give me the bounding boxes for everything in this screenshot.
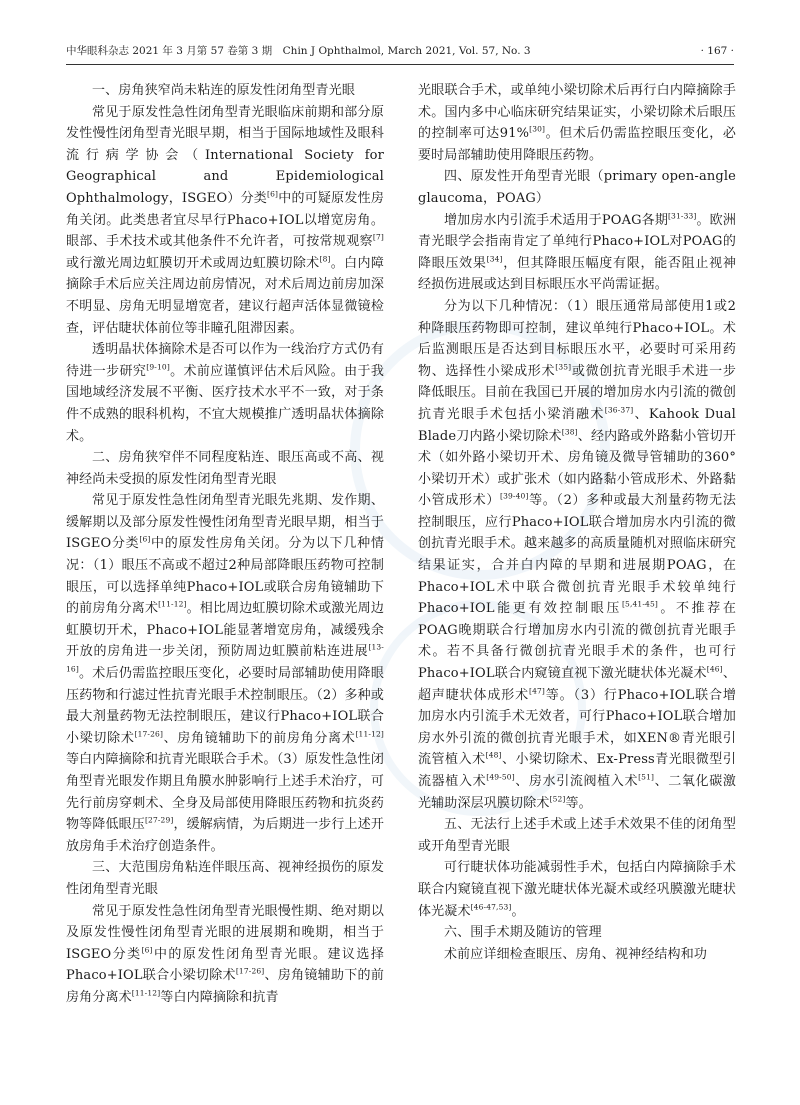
citation-ref: [46] (706, 664, 723, 674)
citation-ref: [8] (319, 254, 331, 264)
citation-ref: [27-29] (144, 815, 174, 825)
citation-ref: [17-26] (134, 729, 164, 739)
citation-ref: [39-40] (500, 491, 529, 501)
paragraph: 可行睫状体功能减弱性手术，包括白内障摘除手术联合内窥镜直视下激光睫状体光凝术或经巩膜激光睫状体光凝术[46-47,53]。 (418, 860, 736, 919)
citation-ref: [5,41-45] (621, 599, 658, 609)
paragraph: 常见于原发性急性闭角型青光眼临床前期和部分原发性慢性闭角型青光眼早期，相当于国际地域性及眼科流行病学协会（International Society for Geographical and Epidemiological Ophthalmology，ISGEO）分类[6]中的可疑原发性房角关闭。此类患者宜尽早行Phaco+IOL以增宽房角。眼部、手术技术或其他条件不允许者，可按常规观察[7]或行激光周边虹膜切开术或周边虹膜切除术[8]。白内障摘除手术后应关注周边前房情况，对术后周边前房加深不明显、房角无明显增宽者，建议行超声活体显微镜检查，评估睫状体前位等非瞳孔阻滞因素。 (66, 104, 384, 336)
section-heading-2: 二、房角狭窄伴不同程度粘连、眼压高或不高、视神经尚未受损的原发性闭角型青光眼 (66, 450, 384, 487)
running-header (66, 38, 734, 65)
paragraph: 常见于原发性急性闭角型青光眼慢性期、绝对期以及原发性慢性闭角型青光眼的进展期和晚期，相当于ISGEO分类[6]中的原发性闭角型青光眼。建议选择Phaco+IOL联合小梁切除术[17-26]、房角镜辅助下的前房角分离术[11-12]等白内障摘除和抗青 (66, 903, 385, 1005)
citation-ref: [52] (549, 794, 566, 804)
citation-ref: [47] (529, 686, 545, 696)
journal-citation: 中华眼科杂志 2021 年 3 月第 57 卷第 3 期 Chin J Ophthalmol, March 2021, Vol. 57, No. 3 (66, 45, 531, 57)
citation-ref: [35] (555, 362, 572, 372)
left-column (66, 80, 384, 1009)
citation-ref: [48] (485, 751, 502, 761)
citation-ref: [11-12] (158, 599, 187, 609)
citation-ref: [51] (638, 772, 655, 782)
section-heading-3: 三、大范围房角粘连伴眼压高、视神经损伤的原发性闭角型青光眼 (66, 860, 384, 897)
paragraph: 术前应详细检查眼压、房角、视神经结构和功 (444, 946, 708, 962)
section-heading-5: 五、无法行上述手术或上述手术效果不佳的闭角型或开角型青光眼 (418, 817, 736, 854)
citation-ref: [30] (529, 124, 546, 134)
citation-ref: [38] (561, 427, 578, 437)
section-heading-4: 四、原发性开角型青光眼（primary open-angle glaucoma，POAG） (418, 169, 736, 206)
citation-ref: [31-33] (667, 211, 697, 221)
citation-ref: [46-47,53] (470, 902, 512, 912)
paragraph: 分为以下几种情况：（1）眼压通常局部使用1或2种降眼压药物即可控制，建议单纯行Phaco+IOL。术后监测眼压是否达到目标眼压水平，必要时可采用药物、选择性小梁成形术[35]或微创抗青光眼手术进一步降低眼压。目前在我国已开展的增加房水内引流的微创抗青光眼手术包括小梁消融术[36-37]、Kahook Dual Blade刀内路小梁切除术[38]、经内路或外路黏小管切开术（如外路小梁切开术、房角镜及微导管辅助的360°小梁切开术）或扩张术（如内路黏小管成形术、外路黏小管成形术）[39-40]等。（2）多种或最大剂量药物无法控制眼压，应行Phaco+IOL联合增加房水内引流的微创抗青光眼手术。越来越多的高质量随机对照临床研究结果证实，合并白内障的早期和进展期POAG，在Phaco+IOL术中联合微创抗青光眼手术较单纯行Phaco+IOL能更有效控制眼压[5,41-45]。不推荐在POAG晚期联合行增加房水内引流的微创抗青光眼手术。若不具备行微创抗青光眼手术的条件，也可行Phaco+IOL联合内窥镜直视下激光睫状体光凝术[46]、超声睫状体成形术[47]等。（3）行Phaco+IOL联合增加房水内引流手术无效者，可行Phaco+IOL联合增加房水外引流的微创抗青光眼手术，如XEN®青光眼引流管植入术[48]、小梁切除术、Ex-Press青光眼微型引流器植入术[49-50]、房水引流阀植入术[51]、二氧化碳激光辅助深层巩膜切除术[52]等。 (418, 298, 737, 811)
citation-ref: [6] (139, 535, 151, 545)
section-heading-6: 六、围手术期及随访的管理 (444, 925, 602, 941)
paragraph-continued: 光眼联合手术，或单纯小梁切除术后再行白内障摘除手术。国内多中心临床研究结果证实，小梁切除术后眼压的控制率可达91%[30]。但术后仍需监控眼压变化，必要时局部辅助使用降眼压药物。 (418, 83, 736, 163)
citation-ref: [9-10] (146, 362, 170, 372)
citation-ref: [11-12] (355, 729, 384, 739)
paragraph: 常见于原发性急性闭角型青光眼先兆期、发作期、缓解期以及部分原发性慢性闭角型青光眼早期，相当于ISGEO分类[6]中的原发性房角关闭。分为以下几种情况：（1）眼压不高或不超过2种局部降眼压药物可控制眼压，可以选择单纯Phaco+IOL或联合房角镜辅助下的前房角分离术[11-12]。相比周边虹膜切除术或激光周边虹膜切开术，Phaco+IOL能显著增宽房角，减缓残余开放的房角进一步关闭，预防周边虹膜前粘连进展[13-16]。术后仍需监控眼压变化，必要时局部辅助使用降眼压药物和行滤过性抗青光眼手术控制眼压。（2）多种或最大剂量药物无法控制眼压，建议行Phaco+IOL联合小梁切除术[17-26]、房角镜辅助下的前房角分离术[11-12]等白内障摘除和抗青光眼联合手术。（3）原发性急性闭角型青光眼发作期且角膜水肿影响行上述手术治疗，可先行前房穿刺术、全身及局部使用降眼压药物和抗炎药物等降低眼压[27-29]，缓解病情，为后期进一步行上述开放房角手术治疗创造条件。 (66, 493, 384, 854)
citation-ref: [49-50] (486, 772, 515, 782)
right-column (418, 80, 736, 965)
citation-ref: [34] (486, 254, 503, 264)
section-heading-1: 一、房角狭窄尚未粘连的原发性闭角型青光眼 (92, 83, 356, 98)
citation-ref: [11-12] (131, 988, 161, 998)
paragraph: 增加房水内引流手术适用于POAG各期[31-33]。欧洲青光眼学会指南肯定了单纯行Phaco+IOL对POAG的降眼压效果[34]，但其降眼压幅度有限，能否阻止视神经损伤进展或达到目标眼压水平尚需证据。 (418, 211, 736, 293)
citation-ref: [36-37] (604, 405, 634, 415)
citation-ref: [6] (141, 945, 153, 955)
paragraph: 透明晶状体摘除术是否可以作为一线治疗方式仍有待进一步研究[9-10]。术前应谨慎评估术后风险。由于我国地域经济发展不平衡、医疗技术水平不一致，对于条件不成熟的眼科机构，不宜大规模推广透明晶状体摘除术。 (66, 342, 384, 444)
citation-ref: [13-16] (66, 643, 384, 674)
citation-ref: [17-26] (235, 967, 265, 977)
citation-ref: [7] (372, 232, 384, 242)
page-number: · 167 · (700, 45, 734, 57)
citation-ref: [6] (267, 189, 279, 199)
